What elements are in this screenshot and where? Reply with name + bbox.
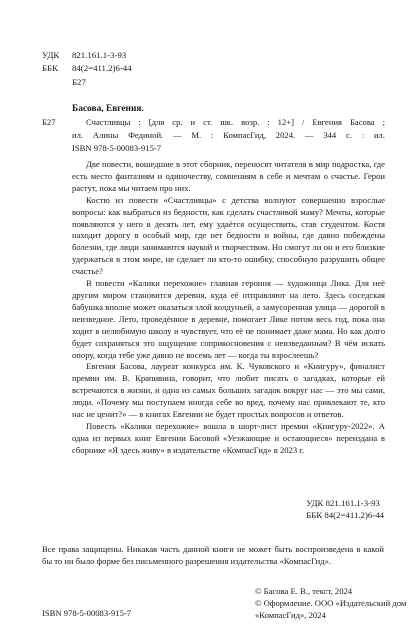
annotation (72, 159, 385, 457)
annotation-paragraph: Костю из повести «Счастливцы» с детства волнуют совершенно взрослые вопросы: как выбраться из бедности, как сделать счастливой маму? Мечты, которые появляются у него в десять лет, ему удаётся осуществить, став студентом. Костя находит дорогу в особый мир, где нет бедности и войны, где давно побеждены болезни, где люди занимаются наукой и творчеством. Но смогут ли он и его близкие удержаться в этом мире, не сделает ли кто-то ошибку, способную разрушить общее счастье? (72, 194, 385, 277)
author-mark-top: Б27 (72, 77, 86, 87)
copyright-publisher: «КомпасГид», 2024 (255, 610, 326, 620)
codes-bottom (306, 497, 384, 521)
udk-label: УДК (42, 50, 60, 60)
copyright-design: © Оформление. ООО «Издательский дом (255, 598, 407, 608)
annotation-paragraph: Евгения Басова, лауреат конкурса им. К. Чуковского и «Книгуру», финалист премии им. В. Крапивина, говорит, что любит писать о загадках, которые ей встречаются в жизни, и одна из самых больших загадок вокруг нас — это мы сами, люди. «Почему мы поступаем иногда себе во вред, почему нас привлекают те, кто нас не ценит?» — в книгах Евгении не будет простых вопросов и ответов. (72, 361, 385, 420)
title-line-2: ил. Алины Фединой. — М. : КомпасГид, 2024. — 344 с. : ил. (72, 130, 385, 140)
annotation-paragraph: Две повести, вошедшие в этот сборник, переносят читателя в мир подростка, где есть место фантазиям и одиночеству, сомнениям в себе и мечтам о счастье. Герои растут, пока мы читаем про них. (72, 159, 385, 193)
bbk-value: 84(2=411.2)6-44 (72, 63, 132, 73)
bbk-label: ББК (42, 63, 58, 73)
isbn-line: ISBN 978-5-00083-915-7 (72, 143, 162, 153)
udk-bottom: УДК 821.161.1-3-93 (306, 498, 380, 508)
title-line-1: Счастливцы : [для ср. и ст. шк. возр. : 12+] / Евгения Басова ; (86, 117, 385, 127)
udk-row (42, 50, 126, 61)
copyright-text: © Басова Е. В., текст, 2024 (255, 586, 353, 596)
annotation-paragraph: В повести «Калики перехожие» главная героиня — художница Лика. Для неё другим миром становится деревня, куда её отправляют на лето. Здесь соседская бабушка вполне может оказаться злой колдуньей, а замусоренная улица — дорогой в неизведное. Лето, проведённое в деревне, помогает Лике потом весь год, пока она ходит в нелюбимую школу и чувствует, что её не понимает даже мама. Но как долго будет сохраняться это ощущение соприкосновения с неизведанным? В чём искать опору, когда тебе уже давно не восемь лет — когда ты взрослеешь? (72, 278, 385, 360)
annotation-paragraph: Повесть «Калики перехожие» вошла в шорт-лист премии «Книгуру-2022». А одна из первых книг Евгении Басовой «Уезжающие и остающиеся» переиздана в сборнике «Я здесь живу» в издательстве «КомпасГид» в 2023 г. (72, 420, 385, 455)
isbn-footer: ISBN 978-5-00083-915-7 (42, 608, 132, 618)
udk-value: 821.161.1-3-93 (72, 50, 127, 60)
rights-notice: Все права защищены. Никакая часть данной книги не может быть воспроизведена в какой бы то ни было форме без письменного разрешения издательства «КомпасГид». (42, 544, 384, 566)
bbk-row (42, 63, 132, 74)
bbk-bottom: ББК 84(2=411.2)6-44 (306, 510, 384, 520)
copyright-block (255, 585, 406, 621)
author-heading: Басова, Евгения. (72, 104, 144, 114)
author-mark: Б27 (42, 117, 56, 127)
